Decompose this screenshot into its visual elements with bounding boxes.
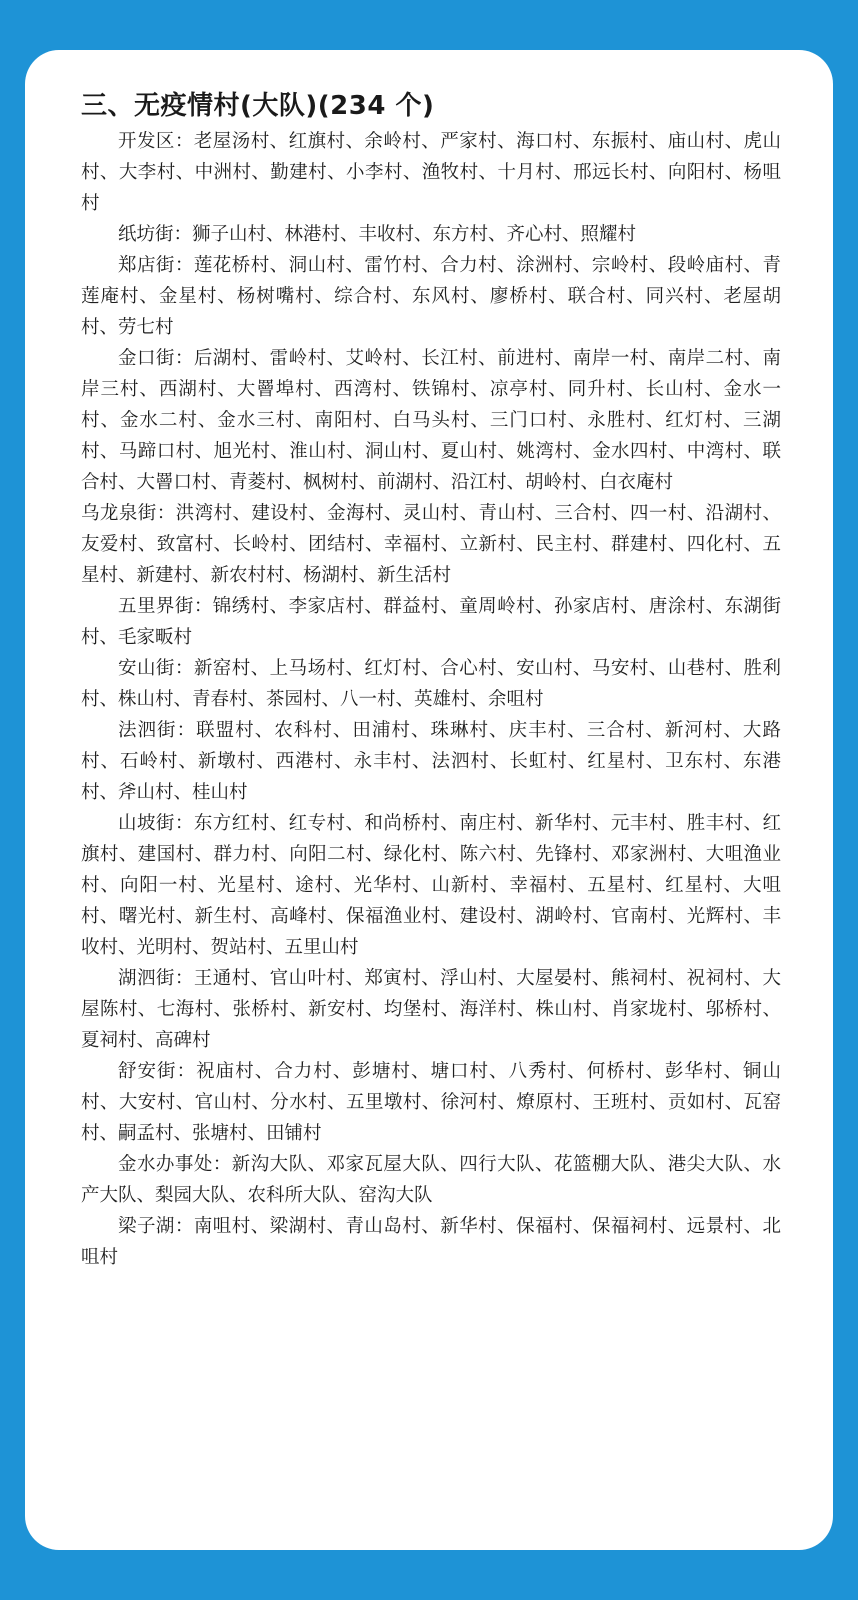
district-separator: ： [176, 720, 197, 741]
district-entry [81, 808, 781, 963]
district-name: 湖泗街 [118, 968, 175, 989]
district-entry [81, 1149, 781, 1211]
village-names: 联盟村、农科村、田浦村、珠琳村、庆丰村、三合村、新河村、大路村、石岭村、新墩村、西港村、永丰村、法泗村、长虹村、红星村、卫东村、东港村、斧山村、桂山村 [81, 720, 781, 803]
village-names: 祝庙村、合力村、彭塘村、塘口村、八秀村、何桥村、彭华村、铜山村、大安村、官山村、分水村、五里墩村、徐河村、燎原村、王班村、贡如村、瓦窑村、嗣孟村、张塘村、田铺村 [81, 1061, 781, 1144]
district-entry [81, 963, 781, 1056]
village-names: 洪湾村、建设村、金海村、灵山村、青山村、三合村、四一村、沿湖村、友爱村、致富村、长岭村、团结村、幸福村、立新村、民主村、群建村、四化村、五星村、新建村、新农村村、杨湖村、新生活村 [81, 503, 781, 586]
village-list [81, 126, 781, 1273]
district-separator: ： [174, 1216, 194, 1237]
content-card [25, 50, 833, 1550]
district-entry [81, 219, 781, 250]
district-name: 法泗街 [118, 720, 177, 741]
village-names: 老屋汤村、红旗村、余岭村、严家村、海口村、东振村、庙山村、虎山村、大李村、中洲村、勤建村、小李村、渔牧村、十月村、邢远长村、向阳村、杨咀村 [81, 131, 781, 214]
district-separator: ： [174, 255, 194, 276]
district-entry [81, 1211, 781, 1273]
district-separator: ： [174, 658, 194, 679]
district-separator: ： [174, 813, 194, 834]
district-name: 乌龙泉街 [81, 503, 157, 524]
district-name: 梁子湖 [118, 1216, 175, 1237]
district-separator: ： [193, 596, 213, 617]
village-names: 后湖村、雷岭村、艾岭村、长江村、前进村、南岸一村、南岸二村、南岸三村、西湖村、大罾埠村、西湾村、铁锦村、凉亭村、同升村、长山村、金水一村、金水二村、金水三村、南阳村、白马头村、三门口村、永胜村、红灯村、三湖村、马蹄口村、旭光村、淮山村、洞山村、夏山村、姚湾村、金水四村、中湾村、联合村、大罾口村、青菱村、枫树村、前湖村、沿江村、胡岭村、白衣庵村 [81, 348, 781, 493]
district-separator: ： [212, 1154, 232, 1175]
district-entry [81, 715, 781, 808]
village-names: 南咀村、梁湖村、青山岛村、新华村、保福村、保福祠村、远景村、北咀村 [81, 1216, 781, 1268]
village-names: 狮子山村、林港村、丰收村、东方村、齐心村、照耀村 [192, 224, 637, 245]
district-separator: ： [173, 224, 193, 245]
district-name: 安山街 [118, 658, 175, 679]
district-name: 金水办事处 [118, 1154, 213, 1175]
district-entry [81, 591, 781, 653]
district-name: 郑店街 [118, 255, 175, 276]
village-names: 锦绣村、李家店村、群益村、童周岭村、孙家店村、唐涂村、东湖街村、毛家畈村 [81, 596, 781, 648]
village-names: 东方红村、红专村、和尚桥村、南庄村、新华村、元丰村、胜丰村、红旗村、建国村、群力村、向阳二村、绿化村、陈六村、先锋村、邓家洲村、大咀渔业村、向阳一村、光星村、途村、光华村、山新村、幸福村、五星村、红星村、大咀村、曙光村、新生村、高峰村、保福渔业村、建设村、湖岭村、官南村、光辉村、丰收村、光明村、贺站村、五里山村 [81, 813, 781, 958]
district-separator: ： [156, 503, 176, 524]
village-names: 新沟大队、邓家瓦屋大队、四行大队、花篮棚大队、港尖大队、水产大队、梨园大队、农科所大队、窑沟大队 [81, 1154, 781, 1206]
district-entry [81, 126, 781, 219]
village-names: 王通村、官山叶村、郑寅村、浮山村、大屋晏村、熊祠村、祝祠村、大屋陈村、七海村、张桥村、新安村、均堡村、海洋村、株山村、肖家垅村、邬桥村、夏祠村、高碑村 [81, 968, 781, 1051]
district-entry [81, 653, 781, 715]
village-names: 新窑村、上马场村、红灯村、合心村、安山村、马安村、山巷村、胜利村、株山村、青春村、茶园村、八一村、英雄村、余咀村 [81, 658, 781, 710]
district-separator: ： [174, 968, 194, 989]
village-names: 莲花桥村、洞山村、雷竹村、合力村、涂洲村、宗岭村、段岭庙村、青莲庵村、金星村、杨树嘴村、综合村、东风村、廖桥村、联合村、同兴村、老屋胡村、劳七村 [81, 255, 781, 338]
district-separator: ： [174, 348, 194, 369]
district-entry [81, 250, 781, 343]
district-separator: ： [174, 131, 194, 152]
district-name: 舒安街 [118, 1061, 177, 1082]
district-entry [81, 498, 781, 591]
district-name: 山坡街 [118, 813, 175, 834]
district-name: 五里界街 [118, 596, 194, 617]
district-entry [81, 343, 781, 498]
section-heading: 三、无疫情村(大队)(234 个) [81, 91, 435, 121]
district-entry [81, 1056, 781, 1149]
district-separator: ： [176, 1061, 197, 1082]
district-name: 开发区 [118, 131, 175, 152]
district-name: 纸坊街 [118, 224, 174, 245]
district-name: 金口街 [118, 348, 175, 369]
